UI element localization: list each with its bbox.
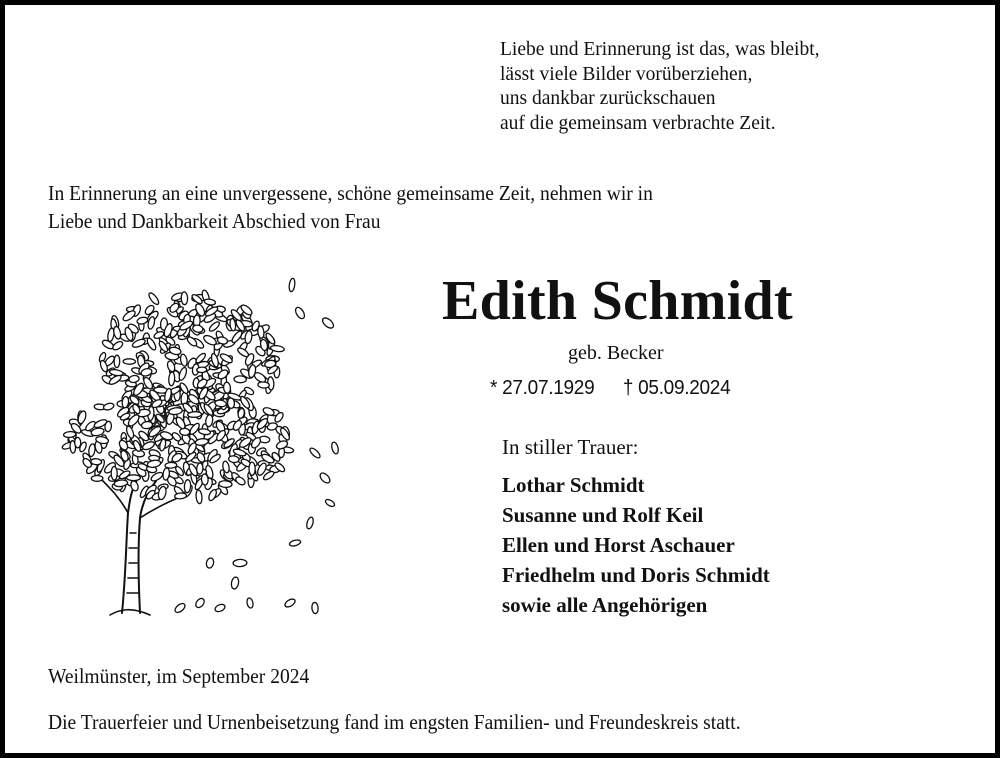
poem (500, 38, 820, 136)
mourner: Lothar Schmidt (502, 473, 645, 497)
mourner: Friedhelm und Doris Schmidt (502, 563, 770, 587)
intro-line: In Erinnerung an eine unvergessene, schöne gemeinsame Zeit, nehmen wir in (48, 181, 653, 205)
place-and-date: Weilmünster, im September 2024 (48, 664, 310, 688)
poem-line: Liebe und Erinnerung ist das, was bleibt, (500, 39, 820, 60)
mourning-label: In stiller Trauer: (502, 435, 639, 459)
intro-text (48, 180, 653, 235)
birth-date: * 27.07.1929 (490, 377, 595, 399)
life-dates (490, 375, 730, 401)
maiden-name: geb. Becker (568, 342, 664, 364)
mourner: Susanne und Rolf Keil (502, 503, 704, 527)
tree-with-falling-leaves-icon (60, 273, 350, 618)
death-date: † 05.09.2024 (622, 377, 731, 399)
mourners-list (502, 470, 770, 620)
deceased-name: Edith Schmidt (442, 270, 793, 332)
poem-line: uns dankbar zurückschauen (500, 88, 716, 109)
poem-line: auf die gemeinsam verbrachte Zeit. (500, 112, 776, 134)
intro-line: Liebe und Dankbarkeit Abschied von Frau (48, 208, 381, 233)
obituary-notice (5, 5, 995, 753)
mourner: sowie alle Angehörigen (502, 593, 708, 617)
closing-note: Die Trauerfeier und Urnenbeisetzung fand im engsten Familien- und Freundeskreis statt. (48, 710, 741, 734)
mourner: Ellen und Horst Aschauer (502, 533, 735, 557)
poem-line: lässt viele Bilder vorüberziehen, (500, 63, 753, 85)
